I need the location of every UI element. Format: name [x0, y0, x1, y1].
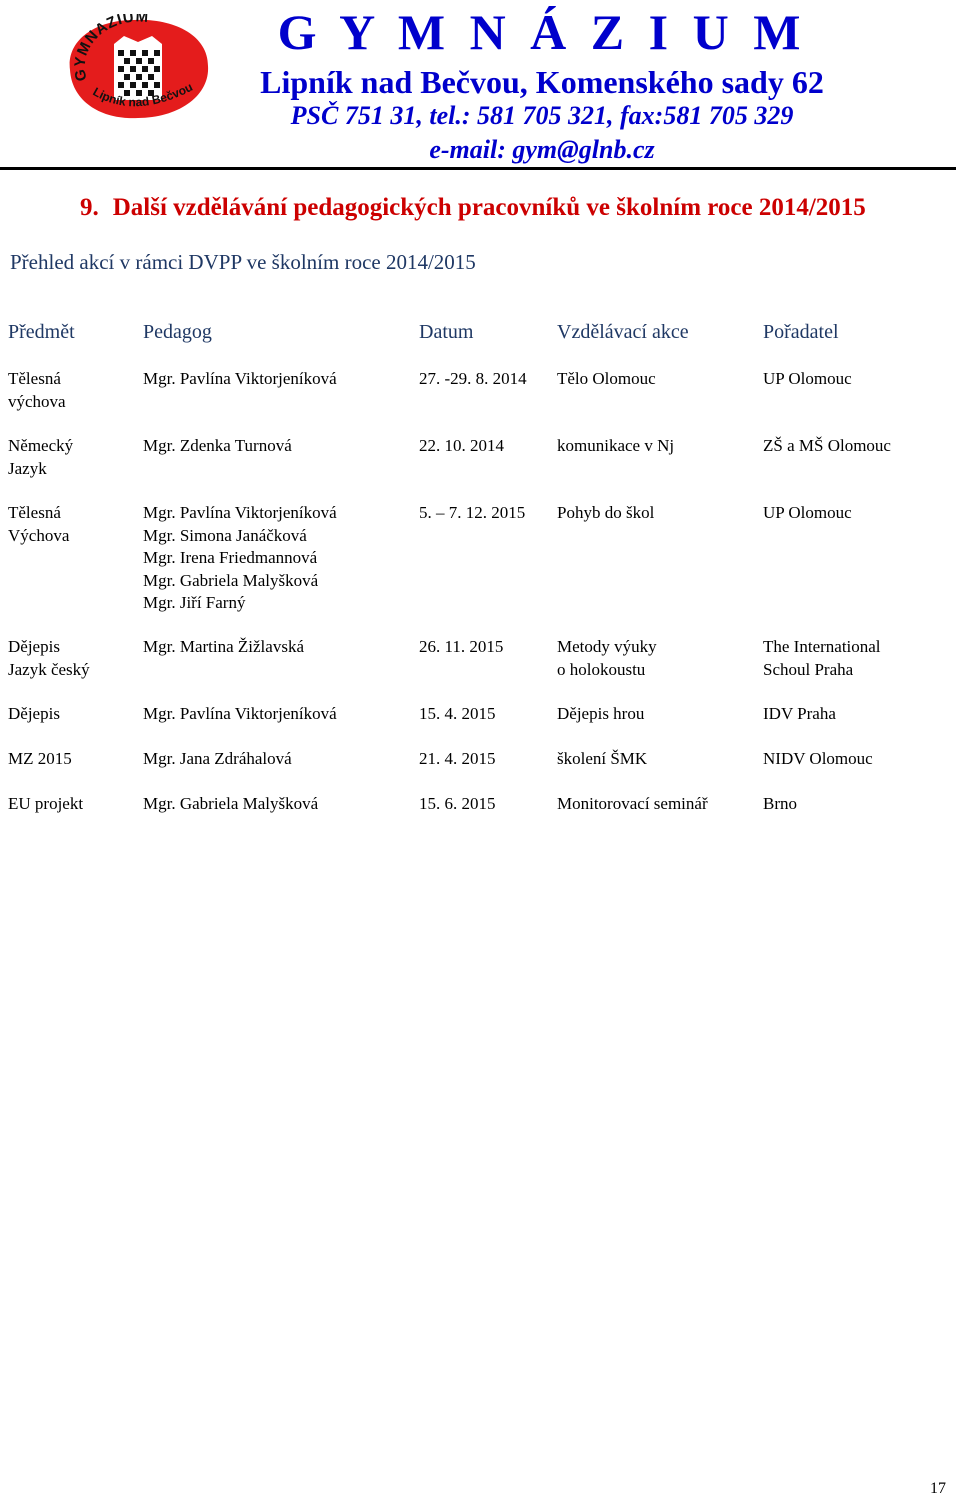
cell-line: IDV Praha — [763, 704, 836, 723]
cell-subject — [8, 435, 73, 480]
cell-line: Mgr. Irena Friedmannová — [143, 548, 318, 567]
cell-line: Metody výuky — [557, 637, 657, 656]
cell-line: Mgr. Simona Janáčková — [143, 525, 307, 545]
cell-line: UP Olomouc — [763, 503, 852, 522]
header-subject: Předmět — [8, 321, 75, 343]
header-teacher: Pedagog — [143, 321, 212, 343]
cell-line: o holokoustu — [557, 659, 646, 679]
cell-organizer — [763, 703, 836, 726]
header-event: Vzdělávací akce — [557, 321, 689, 343]
cell-line: školení ŠMK — [557, 749, 648, 768]
cell-organizer — [763, 748, 873, 771]
cell-subject — [8, 793, 83, 816]
cell-line: Mgr. Martina Žižlavská — [143, 637, 304, 656]
cell-line: Tělesná — [8, 503, 61, 522]
cell-line: Tělesná — [8, 369, 61, 388]
section-title-text: Další vzdělávání pedagogických pracovníků ve školním roce 2014/2015 — [112, 194, 866, 221]
cell-event — [557, 793, 708, 816]
letterhead-address: Lipník nad Bečvou, Komenského sady 62 — [260, 64, 824, 100]
cell-date: 26. 11. 2015 — [419, 637, 504, 656]
cell-subject — [8, 636, 90, 681]
cell-event — [557, 368, 656, 391]
cell-teacher — [143, 636, 304, 659]
cell-teacher — [143, 435, 292, 458]
cell-date: 15. 4. 2015 — [419, 704, 496, 723]
cell-subject — [8, 502, 69, 547]
cell-line: EU projekt — [8, 794, 84, 813]
cell-date: 21. 4. 2015 — [419, 749, 496, 768]
header-date: Datum — [419, 321, 474, 343]
cell-line: výchova — [8, 391, 66, 411]
cell-line: Mgr. Jana Zdráhalová — [143, 749, 292, 768]
cell-line: Mgr. Pavlína Viktorjeníková — [143, 369, 337, 388]
letterhead-email: e-mail: gym@glnb.cz — [429, 135, 655, 164]
cell-line: Pohyb do škol — [557, 503, 655, 522]
cell-line: Výchova — [8, 525, 70, 545]
cell-subject — [8, 368, 66, 413]
cell-line: Dějepis — [8, 637, 60, 656]
header-organizer: Pořadatel — [763, 321, 839, 343]
section-heading — [80, 194, 866, 222]
cell-line: Dějepis — [8, 704, 60, 723]
cell-line: Mgr. Pavlína Viktorjeníková — [143, 704, 337, 723]
cell-organizer — [763, 636, 881, 681]
cell-line: Jazyk — [8, 458, 47, 478]
cell-date: 27. -29. 8. 2014 — [419, 369, 527, 388]
cell-organizer — [763, 793, 797, 816]
cell-teacher — [143, 703, 337, 726]
cell-line: UP Olomouc — [763, 369, 852, 388]
cell-event — [557, 748, 647, 771]
logo-text-bottom: Lipník nad Bečvou — [90, 79, 195, 110]
cell-line: Schoul Praha — [763, 659, 854, 679]
cell-subject — [8, 703, 60, 726]
cell-line: NIDV Olomouc — [763, 749, 873, 768]
cell-event — [557, 703, 644, 726]
logo-text-top: GYMNAZIUM — [71, 14, 150, 83]
cell-line: Brno — [763, 794, 797, 813]
table-caption: Přehled akcí v rámci DVPP ve školním roce 2014/2015 — [10, 250, 476, 274]
cell-organizer — [763, 502, 852, 525]
cell-line: ZŠ a MŠ Olomouc — [763, 436, 891, 455]
letterhead-title: G Y M N Á Z I U M — [277, 4, 807, 60]
page-number: 17 — [930, 1480, 946, 1497]
cell-line: Jazyk český — [8, 659, 90, 679]
cell-line: Mgr. Pavlína Viktorjeníková — [143, 503, 337, 522]
cell-line: Dějepis hrou — [557, 704, 645, 723]
school-logo — [62, 14, 212, 122]
cell-line: Mgr. Jiří Farný — [143, 593, 246, 612]
section-number: 9. — [80, 194, 99, 221]
cell-teacher — [143, 368, 337, 391]
cell-event — [557, 435, 674, 458]
cell-line: Mgr. Gabriela Malyšková — [143, 794, 319, 813]
cell-event — [557, 636, 657, 681]
cell-line: Mgr. Zdenka Turnová — [143, 436, 292, 455]
cell-organizer — [763, 368, 852, 391]
cell-line: Německý — [8, 436, 74, 455]
cell-date: 5. – 7. 12. 2015 — [419, 503, 526, 522]
cell-subject — [8, 748, 72, 771]
cell-line: Tělo Olomouc — [557, 369, 656, 388]
cell-teacher — [143, 502, 337, 615]
cell-date: 22. 10. 2014 — [419, 436, 504, 455]
logo-emblem — [62, 14, 212, 122]
cell-line: Monitorovací seminář — [557, 794, 708, 813]
cell-teacher — [143, 748, 292, 771]
cell-line: MZ 2015 — [8, 749, 72, 768]
header-divider — [0, 167, 956, 170]
cell-teacher — [143, 793, 318, 816]
letterhead-contact: PSČ 751 31, tel.: 581 705 321, fax:581 705 329 — [290, 101, 794, 130]
cell-date: 15. 6. 2015 — [419, 794, 496, 813]
cell-organizer — [763, 435, 891, 458]
cell-event — [557, 502, 654, 525]
cell-line: Mgr. Gabriela Malyšková — [143, 570, 319, 590]
cell-line: komunikace v Nj — [557, 436, 675, 455]
cell-line: The International — [763, 637, 881, 656]
